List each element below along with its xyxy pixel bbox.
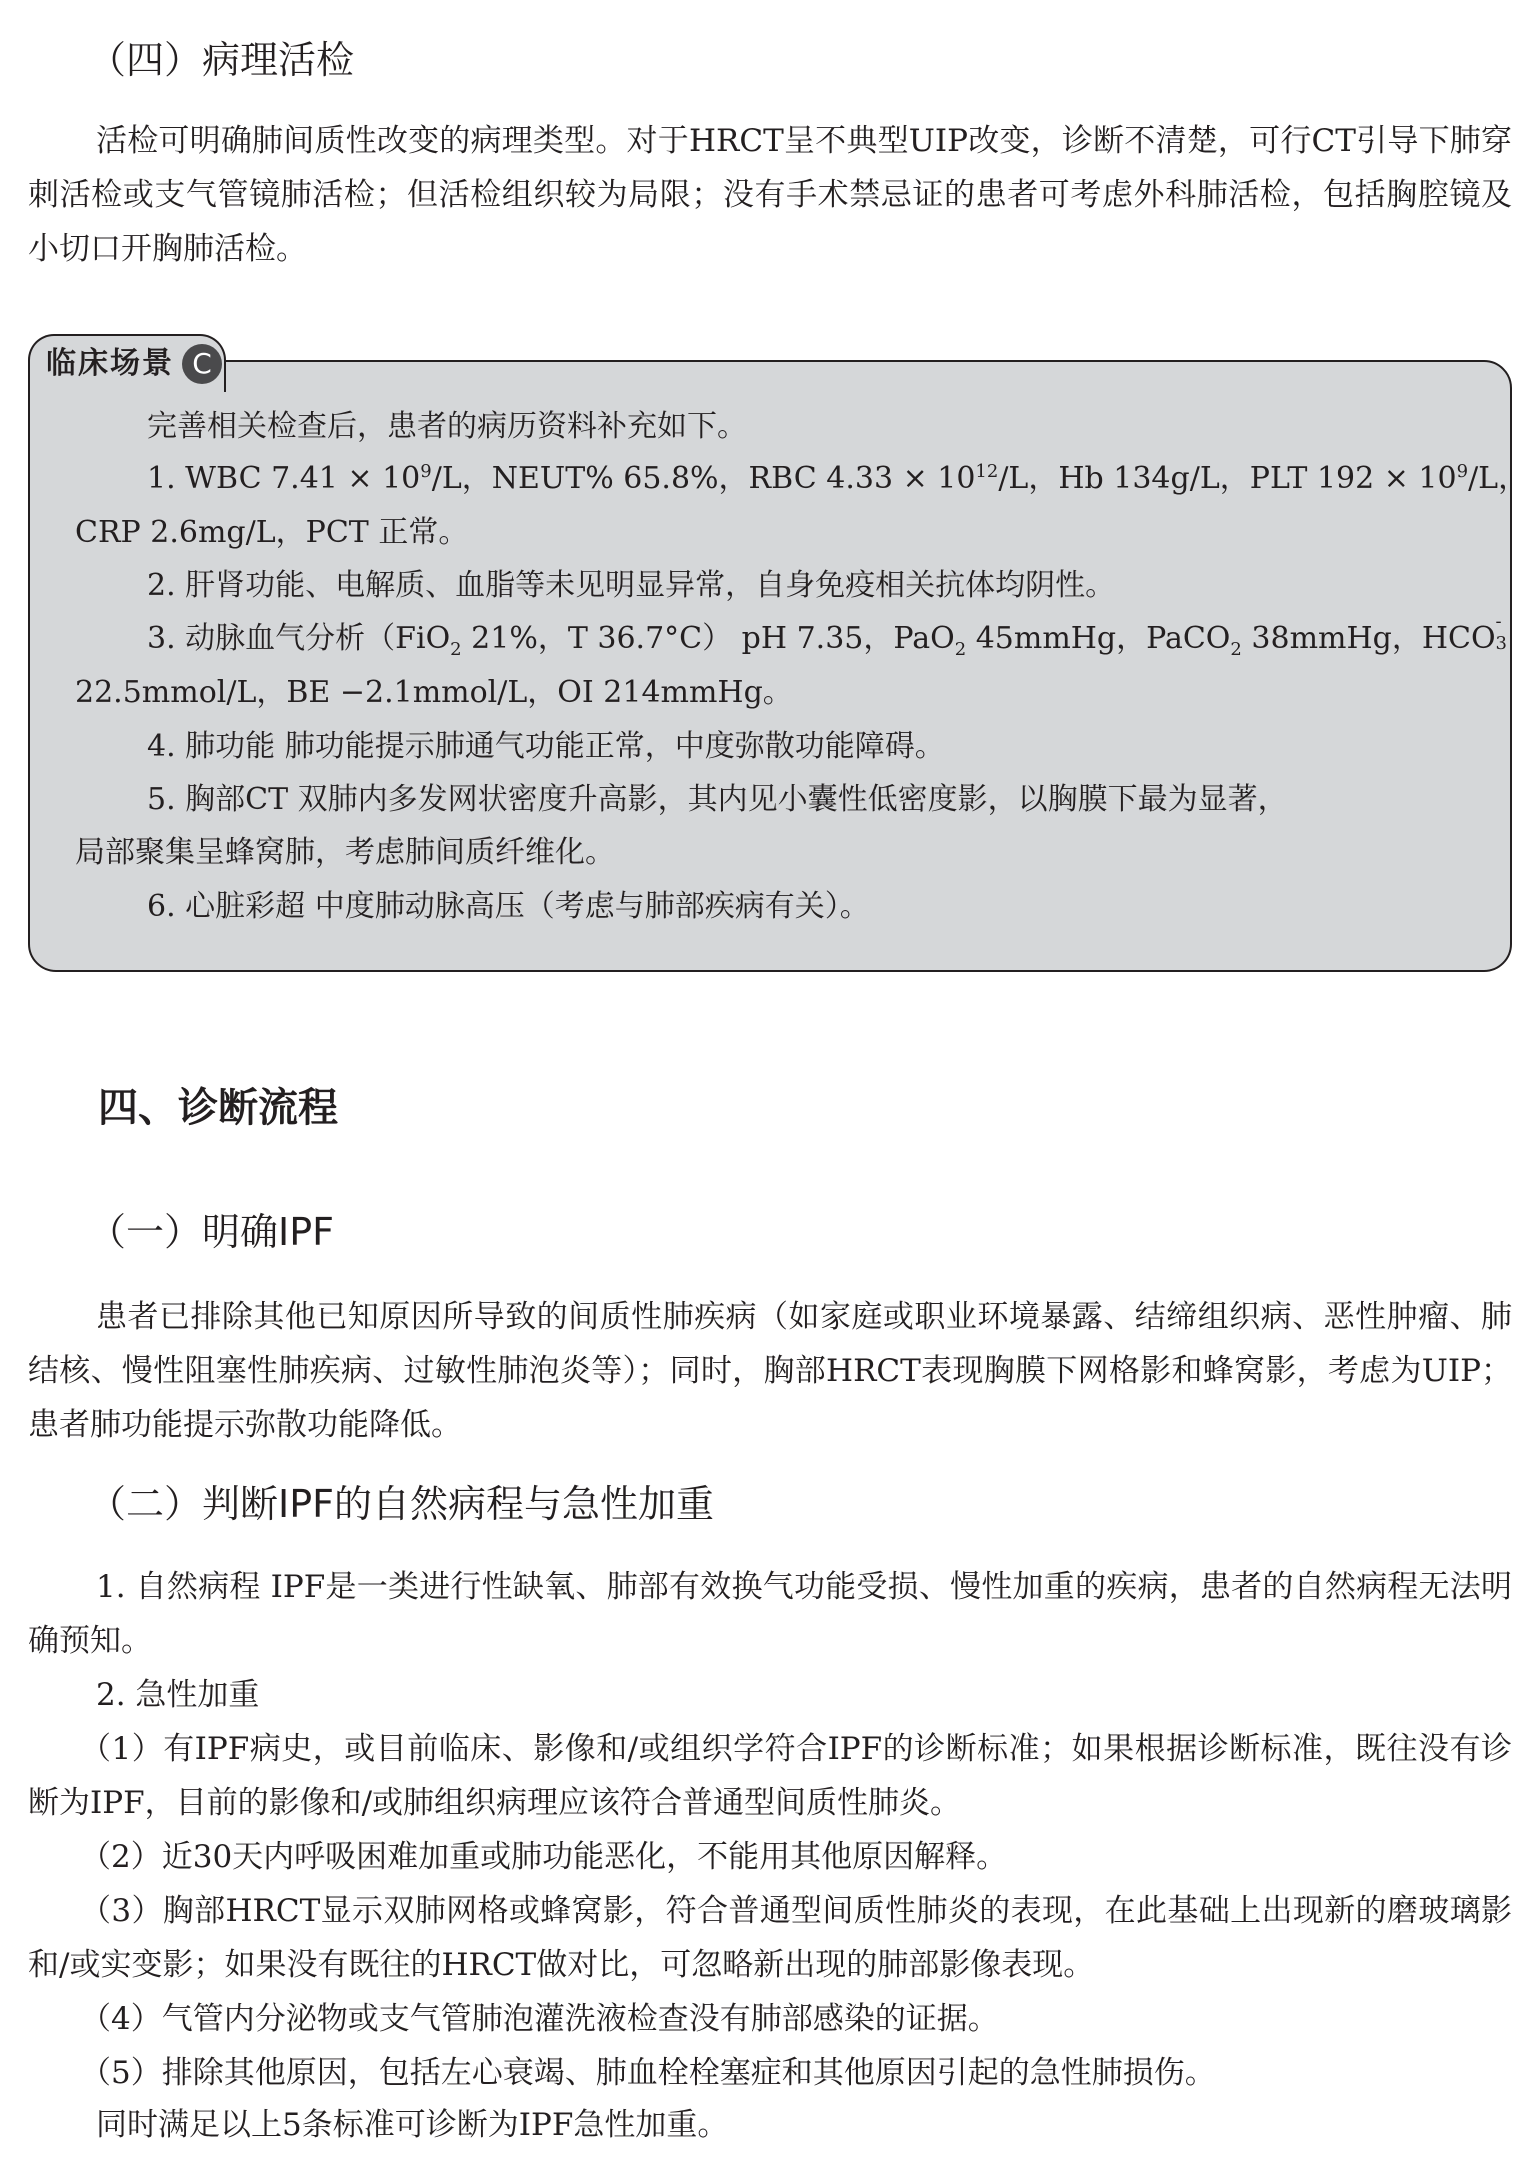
scene-item-2: 2. 肝肾功能、电解质、血脂等未见明显异常，自身免疫相关抗体均阴性。 (147, 568, 1116, 603)
acute-exacerbation-title: 2. 急性加重 (96, 1677, 260, 1713)
clinical-scene-tab (28, 334, 226, 392)
clinical-scene-badge: C (182, 344, 222, 384)
criterion-5: （5）排除其他原因，包括左心衰竭、肺血栓栓塞症和其他原因引起的急性肺损伤。 (80, 2055, 1216, 2091)
criterion-4: （4）气管内分泌物或支气管肺泡灌洗液检查没有肺部感染的证据。 (80, 2001, 999, 2037)
conclusion: 同时满足以上5条标准可诊断为IPF急性加重。 (96, 2107, 729, 2143)
clinical-scene-label: 临床场景 (46, 346, 174, 381)
confirm-ipf-paragraph: 患者已排除其他已知原因所导致的间质性肺疾病（如家庭或职业环境暴露、结缔组织病、恶性肿瘤、肺结核、慢性阻塞性肺疾病、过敏性肺泡炎等）；同时，胸部HRCT表现胸膜下网格影和蜂窝影，考虑为UIP；患者肺功能提示弥散功能降低。 (28, 1299, 1512, 1443)
scene-item-5: 5. 胸部CT 双肺内多发网状密度升高影，其内见小囊性低密度影，以胸膜下最为显著， (147, 782, 1288, 817)
scene-item-5-line2: 局部聚集呈蜂窝肺，考虑肺间质纤维化。 (75, 835, 615, 870)
diagnosis-heading: 四、诊断流程 (98, 1085, 338, 1131)
natural-course-paragraph: 1. 自然病程 IPF是一类进行性缺氧、肺部有效换气功能受损、慢性加重的疾病，患者的自然病程无法明确预知。 (28, 1569, 1512, 1659)
scene-item-4: 4. 肺功能 肺功能提示肺通气功能正常，中度弥散功能障碍。 (147, 729, 945, 764)
scene-item-3: 3. 动脉血气分析（FiO$_2$ 21%，T 36.7°C） pH 7.35，PaO$_2$ 45mmHg，PaCO$_2$ 38mmHg，HCO - 3 (147, 611, 1507, 660)
criterion-2: （2）近30天内呼吸困难加重或肺功能恶化，不能用其他原因解释。 (80, 1839, 1008, 1875)
criterion-3: （3）胸部HRCT显示双肺网格或蜂窝影，符合普通型间质性肺炎的表现，在此基础上出现新的磨玻璃影和/或实变影；如果没有既往的HRCT做对比，可忽略新出现的肺部影像表现。 (28, 1893, 1512, 1983)
scene-intro: 完善相关检查后，患者的病历资料补充如下。 (147, 409, 747, 444)
criterion-1: （1）有IPF病史，或目前临床、影像和/或组织学符合IPF的诊断标准；如果根据诊断标准，既往没有诊断为IPF，目前的影像和/或肺组织病理应该符合普通型间质性肺炎。 (28, 1731, 1512, 1821)
scene-item-1-line2: CRP 2.6mg/L，PCT 正常。 (75, 515, 469, 550)
scene-item-3-line2: 22.5mmol/L，BE −2.1mmol/L，OI 214mmHg。 (75, 675, 793, 710)
scene-item-1: 1. WBC $7.41 \times 10^9/L$，NEUT% 65.8%，RBC $4.33 \times 10^{12}/L$，Hb 134g/L，PLT $192 \times 10^9/L$， (147, 461, 1529, 496)
natural-course-heading: （二）判断IPF的自然病程与急性加重 (88, 1482, 714, 1526)
biopsy-paragraph: 活检可明确肺间质性改变的病理类型。对于HRCT呈不典型UIP改变，诊断不清楚，可行CT引导下肺穿刺活检或支气管镜肺活检；但活检组织较为局限；没有手术禁忌证的患者可考虑外科肺活检，包括胸腔镜及小切口开胸肺活检。 (28, 123, 1512, 267)
biopsy-heading: （四）病理活检 (88, 38, 355, 82)
scene-item-6: 6. 心脏彩超 中度肺动脉高压（考虑与肺部疾病有关）。 (147, 889, 870, 924)
confirm-ipf-heading: （一）明确IPF (88, 1210, 334, 1254)
